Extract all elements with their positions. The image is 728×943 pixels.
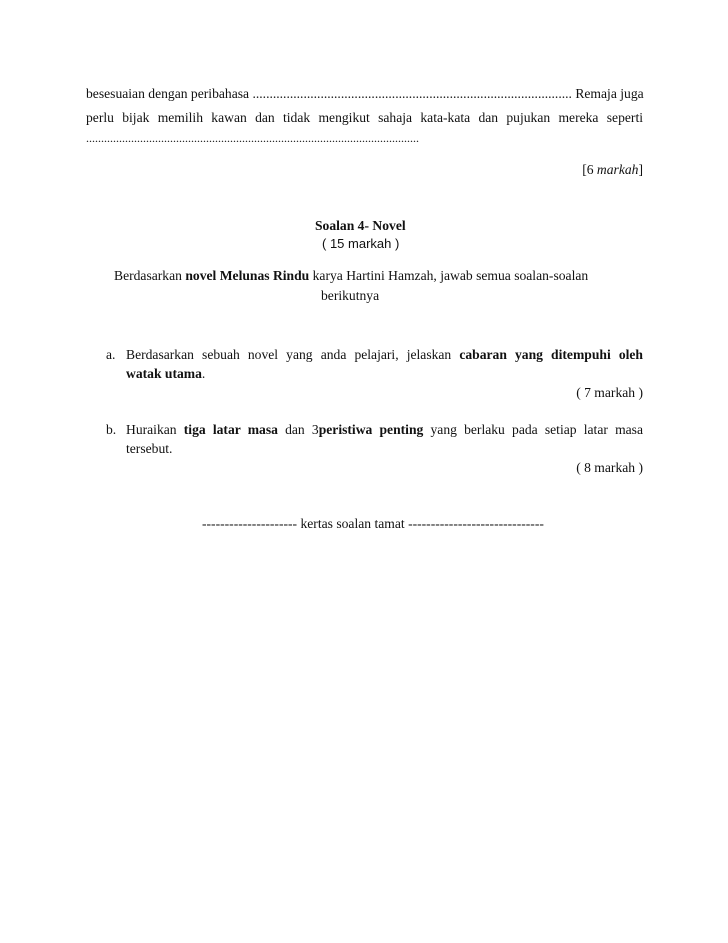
marks-open: [6	[582, 162, 597, 177]
end-of-paper-line	[202, 516, 544, 532]
instruction-novel-title: novel Melunas Rindu	[185, 268, 310, 283]
question-b-bold-2: peristiwa penting	[318, 422, 424, 437]
instruction-line-2: berikutnya	[321, 288, 380, 303]
question-b-line-2: tersebut.	[126, 441, 173, 456]
section-title: Soalan 4- Novel	[315, 218, 406, 233]
question-b-text-mid: dan 3	[277, 422, 319, 437]
intro-text-a: besesuaian dengan peribahasa	[86, 86, 250, 101]
question-a-line-1	[126, 347, 643, 363]
marks-close: ]	[638, 162, 643, 177]
instruction-mid: karya Hartini Hamzah, jawab semua soalan-soalan	[309, 268, 589, 283]
intro-line-3-dots: ...............................................................................................................	[86, 131, 419, 145]
question-b-text-post: yang berlaku pada setiap latar masa	[423, 422, 643, 437]
question-b-label: b.	[106, 422, 117, 437]
question-b-marks: ( 8 markah )	[576, 460, 643, 475]
footer-text: kertas soalan tamat	[297, 516, 409, 531]
question-b-bold-1: tiga latar masa	[183, 422, 278, 437]
intro-dots-a: ..............................................................................................	[252, 86, 572, 101]
question-a-bold: cabaran yang ditempuhi oleh	[459, 347, 643, 362]
intro-text-b: Remaja juga	[575, 86, 644, 101]
question-a-line-2	[126, 366, 205, 382]
intro-line-1	[86, 86, 643, 102]
section-subtitle: ( 15 markah )	[322, 236, 400, 251]
question-a-text: Berdasarkan sebuah novel yang anda pelajari, jelaskan	[126, 347, 460, 362]
question-b-text-pre: Huraikan	[126, 422, 184, 437]
footer-dashes-left: ---------------------	[202, 516, 298, 531]
marks-italic: markah	[596, 162, 639, 177]
intro-marks	[582, 162, 643, 178]
question-a-bold-2: watak utama	[126, 366, 202, 381]
instruction-line-1	[114, 268, 588, 284]
question-a-period: .	[201, 366, 206, 381]
instruction-prefix: Berdasarkan	[114, 268, 186, 283]
footer-dashes-right: ------------------------------	[408, 516, 544, 531]
question-b-line-1	[126, 422, 643, 438]
question-a-marks: ( 7 markah )	[576, 385, 643, 400]
intro-line-2: perlu bijak memilih kawan dan tidak mengikut sahaja kata-kata dan pujukan mereka seperti	[86, 110, 643, 125]
question-a-label: a.	[106, 347, 116, 362]
